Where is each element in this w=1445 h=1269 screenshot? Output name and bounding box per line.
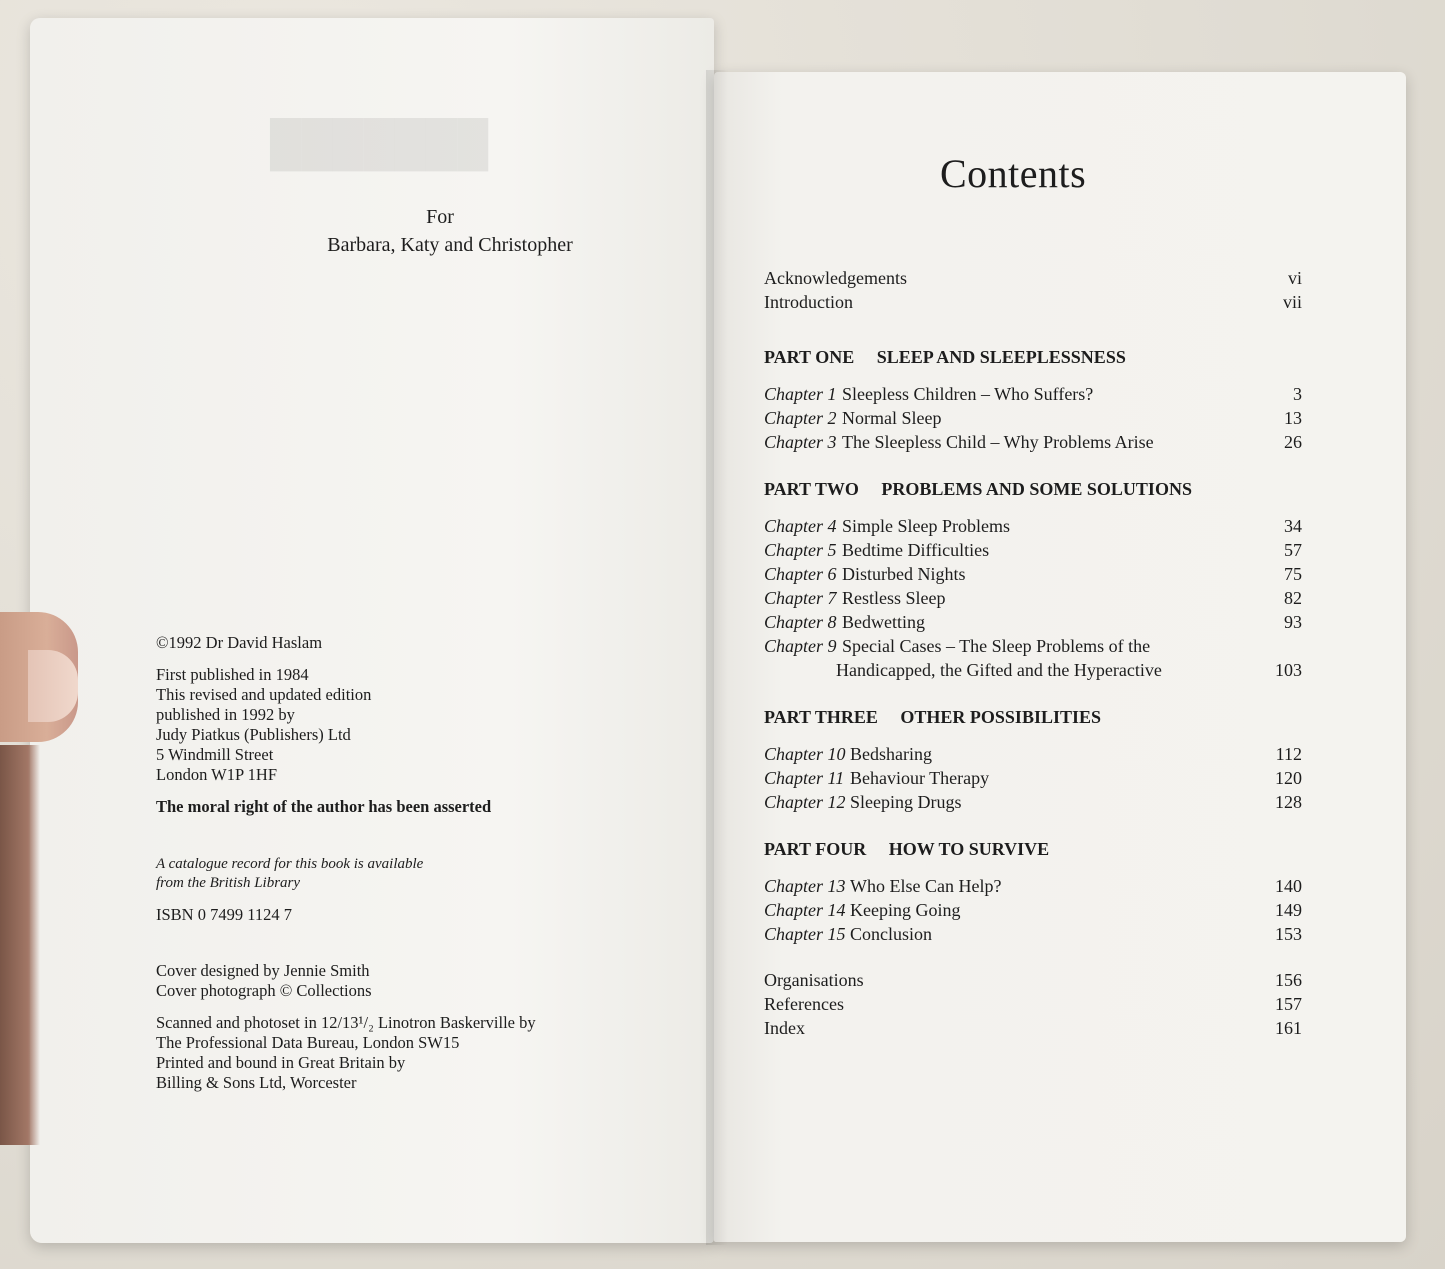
chapter-page: 120 [1275, 768, 1302, 788]
chapter-number: Chapter 8 [764, 612, 837, 632]
part-name: OTHER POSSIBILITIES [900, 707, 1101, 727]
toc-entry [760, 266, 1308, 290]
copyright-line: ©1992 Dr David Haslam [156, 633, 323, 652]
cover-line: Cover photograph © Collections [156, 981, 372, 1000]
chapter-title: Disturbed Nights [842, 564, 966, 584]
chapter-number: Chapter 13 [764, 876, 846, 896]
contents-heading: Contents [940, 151, 1087, 196]
chapter-page: 112 [1275, 744, 1302, 764]
chapter-number: Chapter 14 [764, 900, 846, 920]
chapter-entry [760, 766, 1308, 790]
chapter-page: 13 [1284, 408, 1302, 428]
back-matter [760, 968, 1308, 1040]
printing-line: The Professional Data Bureau, London SW15 [156, 1033, 460, 1052]
chapter-entry [760, 742, 1308, 766]
publication-line: London W1P 1HF [156, 765, 278, 784]
chapter-entry [760, 514, 1308, 538]
show-through-text: ███████ [270, 119, 489, 168]
dedication-for: For [426, 206, 454, 228]
chapter-entry [760, 790, 1308, 814]
part-number: PART FOUR [764, 839, 867, 859]
isbn: ISBN 0 7499 1124 7 [156, 905, 292, 924]
chapter-entry [760, 634, 1308, 658]
chapter-number: Chapter 11 [764, 768, 845, 788]
chapter-page: 149 [1275, 900, 1302, 920]
toc-entry-label: Organisations [764, 970, 864, 990]
chapter-title: Simple Sleep Problems [842, 516, 1010, 536]
toc-entry-label: References [764, 994, 844, 1014]
chapter-page: 26 [1284, 432, 1302, 452]
toc-entry-label: Acknowledgements [764, 268, 907, 288]
chapter-entry [760, 538, 1308, 562]
chapter-entry [760, 430, 1308, 454]
chapter-number: Chapter 15 [764, 924, 846, 944]
chapter-page: 57 [1284, 540, 1302, 560]
chapter-title: Conclusion [850, 924, 933, 944]
dedication-names: Barbara, Katy and Christopher [327, 234, 573, 256]
chapter-entry [760, 382, 1308, 406]
holding-hand [0, 745, 40, 1145]
toc-entry-page: vii [1282, 292, 1302, 312]
publication-details [156, 665, 656, 785]
part-name: PROBLEMS AND SOME SOLUTIONS [881, 479, 1192, 499]
chapter-page: 93 [1284, 612, 1302, 632]
book-gutter [706, 70, 728, 1245]
chapter-number: Chapter 10 [764, 744, 846, 764]
publication-line: First published in 1984 [156, 665, 309, 684]
catalogue-line: from the British Library [156, 875, 301, 891]
printing-credits [156, 1013, 656, 1093]
chapter-entry [760, 898, 1308, 922]
chapter-page: 75 [1284, 564, 1302, 584]
chapter-number: Chapter 1 [764, 384, 837, 404]
toc-entry-label: Introduction [764, 292, 853, 312]
printing-line: Billing & Sons Ltd, Worcester [156, 1073, 357, 1092]
chapter-number: Chapter 12 [764, 792, 846, 812]
catalogue-line: A catalogue record for this book is available [156, 856, 424, 872]
chapter-number: Chapter 4 [764, 516, 837, 536]
chapter-entry-continued [760, 658, 1308, 682]
table-of-contents [760, 266, 1308, 1040]
toc-entry [760, 1016, 1308, 1040]
thumb-nail [28, 650, 78, 722]
chapter-page: 82 [1284, 588, 1302, 608]
chapter-number: Chapter 5 [764, 540, 837, 560]
chapter-entry [760, 610, 1308, 634]
toc-entry-page: 157 [1275, 994, 1302, 1014]
chapter-entry [760, 874, 1308, 898]
imprint-block [156, 633, 656, 1105]
chapter-title: Keeping Going [850, 900, 961, 920]
chapter-page: 140 [1275, 876, 1302, 896]
chapter-entry [760, 922, 1308, 946]
chapter-title: Who Else Can Help? [850, 876, 1002, 896]
cover-line: Cover designed by Jennie Smith [156, 961, 370, 980]
chapter-number: Chapter 9 [764, 636, 837, 656]
toc-entry-label: Index [764, 1018, 805, 1038]
chapter-title: Normal Sleep [842, 408, 942, 428]
chapter-page: 128 [1275, 792, 1302, 812]
part-name: SLEEP AND SLEEPLESSNESS [876, 347, 1126, 367]
toc-entry-page: vi [1287, 268, 1302, 288]
part-number: PART ONE [764, 347, 855, 367]
chapter-number: Chapter 3 [764, 432, 837, 452]
catalogue-record [156, 855, 656, 893]
chapter-title: Bedwetting [842, 612, 925, 632]
chapter-title: Sleeping Drugs [850, 792, 962, 812]
chapter-page: 153 [1275, 924, 1302, 944]
publication-line: 5 Windmill Street [156, 745, 274, 764]
moral-right-statement: The moral right of the author has been asserted [156, 797, 492, 816]
part-name: HOW TO SURVIVE [888, 839, 1050, 859]
printing-line: Scanned and photoset in 12/13¹/₂ Linotron Baskerville by [156, 1013, 536, 1032]
printing-line: Printed and bound in Great Britain by [156, 1053, 406, 1072]
toc-entry [760, 290, 1308, 314]
part-heading [760, 704, 1308, 730]
part-number: PART TWO [764, 479, 859, 499]
chapter-entry [760, 562, 1308, 586]
toc-entry-page: 156 [1275, 970, 1302, 990]
chapter-title: Restless Sleep [842, 588, 946, 608]
publication-line: This revised and updated edition [156, 685, 372, 704]
chapter-title: Behaviour Therapy [850, 768, 990, 788]
chapter-entry [760, 586, 1308, 610]
cover-credits [156, 961, 656, 1001]
chapter-number: Chapter 2 [764, 408, 837, 428]
chapter-title: Bedtime Difficulties [842, 540, 990, 560]
toc-entry [760, 968, 1308, 992]
toc-entry-page: 161 [1275, 1018, 1302, 1038]
chapter-title: Bedsharing [850, 744, 932, 764]
chapter-title-continued: Handicapped, the Gifted and the Hyperactive [836, 660, 1162, 680]
chapter-title: Sleepless Children – Who Suffers? [842, 384, 1094, 404]
chapter-page: 34 [1284, 516, 1302, 536]
chapter-page: 3 [1293, 384, 1302, 404]
part-heading [760, 476, 1308, 502]
part-heading [760, 836, 1308, 862]
part-heading [760, 344, 1308, 370]
publication-line: published in 1992 by [156, 705, 295, 724]
chapter-title: Special Cases – The Sleep Problems of the [842, 636, 1151, 656]
chapter-number: Chapter 6 [764, 564, 837, 584]
publication-line: Judy Piatkus (Publishers) Ltd [156, 725, 351, 744]
chapter-entry [760, 406, 1308, 430]
chapter-title: The Sleepless Child – Why Problems Arise [842, 432, 1154, 452]
dedication [240, 203, 660, 259]
chapter-number: Chapter 7 [764, 588, 837, 608]
chapter-page: 103 [1275, 660, 1302, 680]
toc-entry [760, 992, 1308, 1016]
part-number: PART THREE [764, 707, 878, 727]
